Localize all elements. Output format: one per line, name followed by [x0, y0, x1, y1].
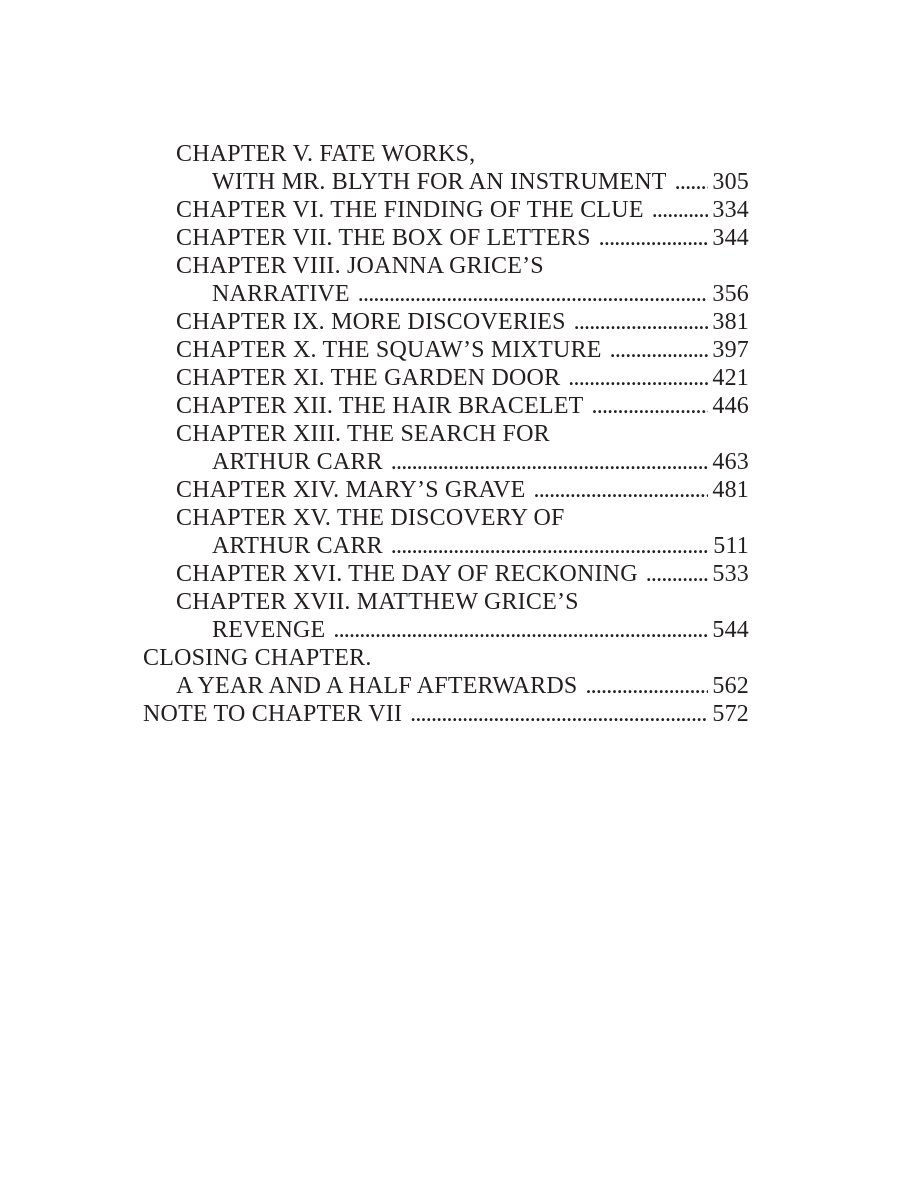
- toc-entry: [143, 392, 749, 420]
- dot-leader: [410, 700, 708, 728]
- toc-entry: [143, 588, 749, 616]
- dot-leader: [610, 336, 709, 364]
- toc-page-number: 397: [712, 337, 749, 363]
- toc-page-number: 511: [713, 533, 749, 559]
- toc-entry: [143, 644, 749, 672]
- table-of-contents: [143, 140, 749, 728]
- toc-page-number: 356: [712, 281, 749, 307]
- toc-entry-title: NARRATIVE: [212, 281, 350, 307]
- dot-leader: [599, 224, 709, 252]
- dot-leader: [333, 616, 708, 644]
- toc-entry: [143, 504, 749, 532]
- toc-entry-title: CLOSING CHAPTER.: [143, 645, 372, 671]
- toc-entry-title: CHAPTER IX. MORE DISCOVERIES: [176, 309, 566, 335]
- toc-entry: [143, 224, 749, 252]
- dot-leader: [585, 672, 708, 700]
- toc-entry: [143, 168, 749, 196]
- toc-entry-title: CHAPTER V. FATE WORKS,: [176, 141, 476, 167]
- toc-entry-title: A YEAR AND A HALF AFTERWARDS: [176, 673, 578, 699]
- toc-entry-title: ARTHUR CARR: [212, 449, 383, 475]
- toc-page-number: 481: [712, 477, 749, 503]
- toc-entry: [143, 420, 749, 448]
- toc-entry: [143, 448, 749, 476]
- dot-leader: [534, 476, 709, 504]
- toc-entry-title: CHAPTER XIII. THE SEARCH FOR: [176, 421, 550, 447]
- toc-entry-title: CHAPTER X. THE SQUAW’S MIXTURE: [176, 337, 602, 363]
- toc-entry: [143, 196, 749, 224]
- dot-leader: [568, 364, 708, 392]
- toc-entry-title: CHAPTER XVI. THE DAY OF RECKONING: [176, 561, 638, 587]
- toc-page-number: 562: [712, 673, 749, 699]
- toc-entry: [143, 560, 749, 588]
- toc-entry: [143, 308, 749, 336]
- dot-leader: [646, 560, 709, 588]
- toc-entry-title: CHAPTER XV. THE DISCOVERY OF: [176, 505, 565, 531]
- toc-entry: [143, 140, 749, 168]
- toc-entry-title: CHAPTER VI. THE FINDING OF THE CLUE: [176, 197, 644, 223]
- dot-leader: [358, 280, 709, 308]
- toc-entry-title: WITH MR. BLYTH FOR AN INSTRUMENT: [212, 169, 667, 195]
- toc-entry-title: CHAPTER VII. THE BOX OF LETTERS: [176, 225, 591, 251]
- toc-entry-title: CHAPTER VIII. JOANNA GRICE’S: [176, 253, 544, 279]
- toc-entry: [143, 280, 749, 308]
- toc-entry: [143, 476, 749, 504]
- toc-page-number: 446: [712, 393, 749, 419]
- dot-leader: [652, 196, 709, 224]
- toc-page-number: 463: [712, 449, 749, 475]
- toc-entry-title: ARTHUR CARR: [212, 533, 383, 559]
- toc-entry-title: NOTE TO CHAPTER VII: [143, 701, 403, 727]
- toc-entry: [143, 364, 749, 392]
- toc-entry-title: CHAPTER XII. THE HAIR BRACELET: [176, 393, 584, 419]
- dot-leader: [391, 448, 709, 476]
- toc-page-number: 381: [712, 309, 749, 335]
- dot-leader: [675, 168, 709, 196]
- toc-page-number: 305: [712, 169, 749, 195]
- toc-entry: [143, 616, 749, 644]
- toc-entry-title: REVENGE: [212, 617, 326, 643]
- toc-page-number: 344: [712, 225, 749, 251]
- toc-page-number: 334: [712, 197, 749, 223]
- toc-page-number: 533: [712, 561, 749, 587]
- toc-entry: [143, 336, 749, 364]
- dot-leader: [574, 308, 709, 336]
- toc-entry-title: CHAPTER XIV. MARY’S GRAVE: [176, 477, 526, 503]
- toc-page-number: 421: [712, 365, 749, 391]
- toc-entry-title: CHAPTER XVII. MATTHEW GRICE’S: [176, 589, 579, 615]
- toc-entry: [143, 252, 749, 280]
- toc-page-number: 572: [712, 701, 749, 727]
- toc-entry-title: CHAPTER XI. THE GARDEN DOOR: [176, 365, 561, 391]
- toc-entry: [143, 700, 749, 728]
- toc-page-number: 544: [712, 617, 749, 643]
- dot-leader: [592, 392, 709, 420]
- dot-leader: [391, 532, 709, 560]
- toc-entry: [143, 532, 749, 560]
- toc-entry: [143, 672, 749, 700]
